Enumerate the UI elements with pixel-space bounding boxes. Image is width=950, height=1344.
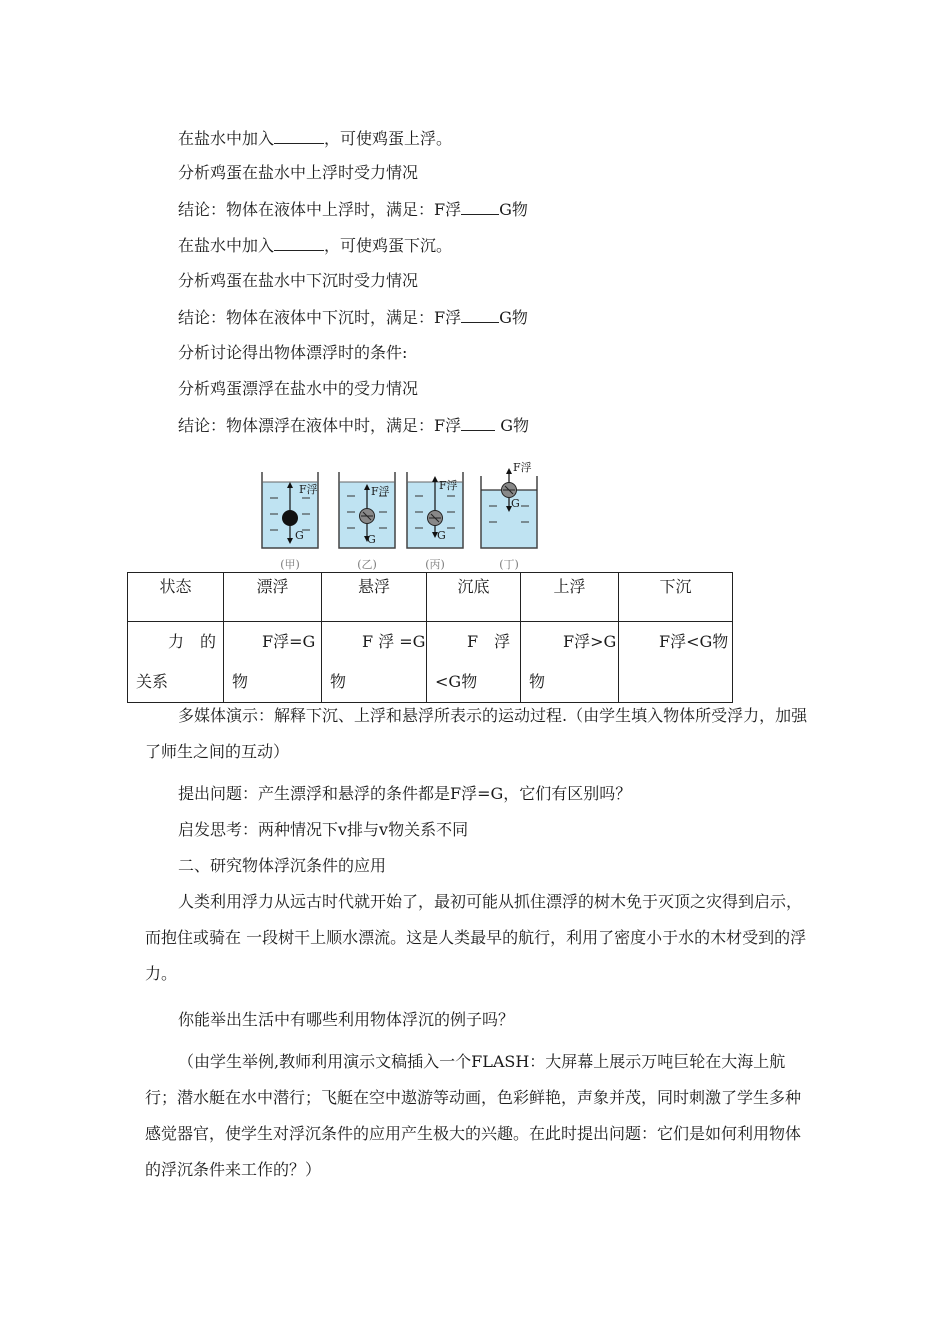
beaker-label-jia: (甲) [280,558,300,571]
table-header-row [128,573,733,622]
force-label-up: F浮 [371,485,390,498]
line-conclusion-rising: 结论：物体在液体中上浮时，满足：F浮 G物 [178,200,528,219]
force-label-up: F浮 [439,479,458,492]
line-analyze-rising: 分析鸡蛋在盐水中上浮时受力情况 [178,163,419,182]
force-label-down: G [437,529,446,542]
beaker-label-ding: (丁) [499,558,519,571]
table-row [128,622,733,703]
section-heading: 二、研究物体浮沉条件的应用 [178,856,387,875]
table-row-label: 力 的 关系 [128,622,224,703]
table-header-cell: 悬浮 [322,573,427,622]
buoyancy-state-table [127,572,733,703]
table-cell: F 浮 =G 物 [322,622,427,703]
paragraph-examples-question: 你能举出生活中有哪些利用物体浮沉的例子吗？ [178,1010,515,1029]
table-header-cell: 状态 [128,573,224,622]
table-cell: F浮>G 物 [521,622,619,703]
force-label-down: G [367,533,376,546]
table-cell: F浮<G物 [619,622,733,703]
line-conclusion-sinking: 结论：物体在液体中下沉时，满足：F浮 G物 [178,308,528,327]
beaker-ding [479,468,539,550]
paragraph-question: 提出问题：产生漂浮和悬浮的条件都是F浮=G，它们有区别吗？ [178,784,632,803]
answer-blank[interactable] [461,306,499,323]
line-analyze-floating: 分析鸡蛋漂浮在盐水中的受力情况 [178,379,419,398]
paragraph-flash-demo: （由学生举例,教师利用演示文稿插入一个FLASH：大屏幕上展示万吨巨轮在大海上航行；潜水艇在水中潜行；飞艇在空中遨游等动画，色彩鲜艳，声象并茂，同时刺激了学生多种感觉器官，使学生对浮沉条件的应用产生极大的兴趣。在此时提出问题：它们是如何利用物体的浮沉条件来工作的？） [145,1052,802,1179]
paragraph-history: 人类利用浮力从远古时代就开始了，最初可能从抓住漂浮的树木免于灭顶之灾得到启示，而抱住或骑在 一段树干上顺水漂流。这是人类最早的航行，利用了密度小于水的木材受到的浮力。 [145,892,807,983]
line-add-to-float: 在盐水中加入 ，可使鸡蛋上浮。 [178,129,453,148]
table-header-cell: 下沉 [619,573,733,622]
line-add-to-sink: 在盐水中加入 ，可使鸡蛋下沉。 [178,236,453,255]
answer-blank[interactable] [461,414,495,431]
beaker-jia [260,468,320,550]
line-analyze-sinking: 分析鸡蛋在盐水中下沉时受力情况 [178,271,419,290]
paragraph-hint: 启发思考：两种情况下v排与v物关系不同 [178,820,469,839]
beaker-figure [255,462,555,574]
paragraph-multimedia-demo: 多媒体演示：解释下沉、上浮和悬浮所表示的运动过程.（由学生填入物体所受浮力，加强了师生之间的互动） [145,706,808,761]
table-cell: F 浮 <G物 [427,622,521,703]
force-label-up: F浮 [299,483,318,496]
answer-blank[interactable] [461,198,499,215]
table-header-cell: 沉底 [427,573,521,622]
table-header-cell: 漂浮 [224,573,322,622]
answer-blank[interactable] [274,127,324,144]
force-label-down: G [295,529,304,542]
beaker-label-yi: (乙) [357,558,377,571]
table-cell: F浮=G 物 [224,622,322,703]
table-header-cell: 上浮 [521,573,619,622]
answer-blank[interactable] [274,234,324,251]
line-conclusion-floating: 结论：物体漂浮在液体中时，满足：F浮 G物 [178,416,529,435]
force-label-down: G [511,497,520,510]
line-floating-condition: 分析讨论得出物体漂浮时的条件: [178,343,408,362]
beaker-label-bing: (丙) [425,558,445,571]
force-label-up: F浮 [513,461,532,474]
